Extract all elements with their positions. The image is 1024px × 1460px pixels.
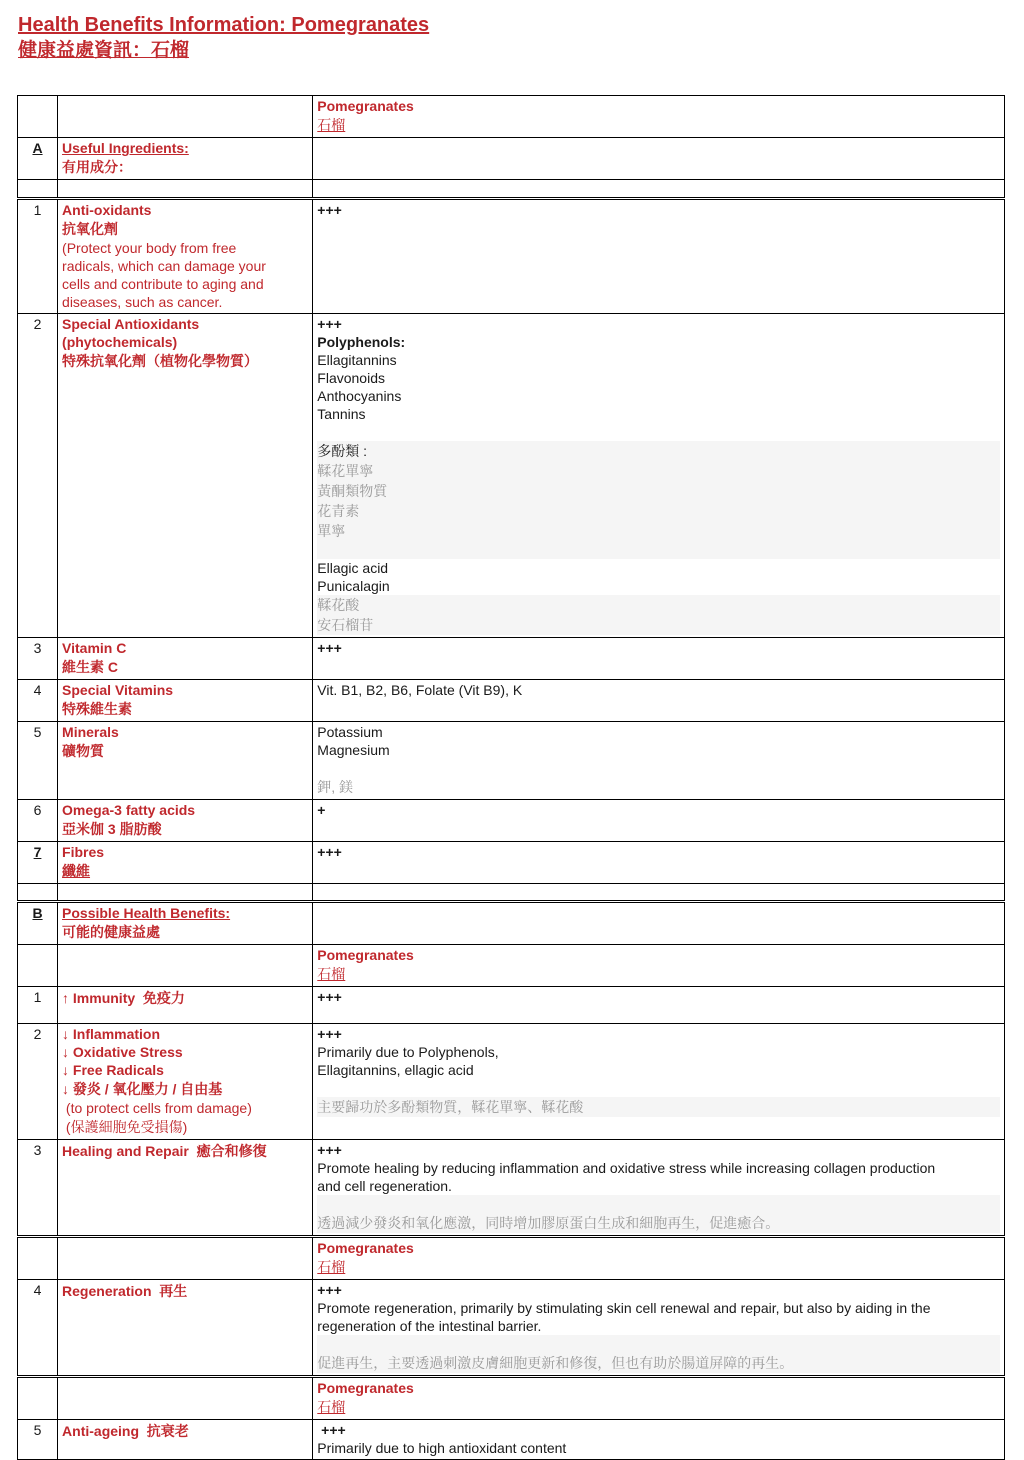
text-line: 礦物質 xyxy=(62,743,105,759)
text-line: +++ xyxy=(317,1282,342,1298)
text-line: Tannins xyxy=(317,406,366,422)
table-cell xyxy=(18,1237,58,1280)
table-cell xyxy=(58,842,313,884)
text-line: 鞣花單寧 xyxy=(317,461,1000,481)
text-line: Healing and Repair 癒合和修復 xyxy=(62,1143,267,1159)
text-line: regeneration of the intestinal barrier. xyxy=(317,1318,542,1334)
table-cell xyxy=(313,884,1005,902)
text-line: 6 xyxy=(33,802,42,818)
row-b4-regeneration xyxy=(18,1280,1005,1377)
row-7-fibres xyxy=(18,842,1005,884)
text-line: 有用成分： xyxy=(62,159,133,175)
row-b2-inflammation xyxy=(18,1024,1005,1140)
text-line: Pomegranates xyxy=(317,1380,414,1396)
table-cell xyxy=(18,987,58,1024)
text-line: 石榴 xyxy=(317,1399,346,1415)
text-line: Pomegranates xyxy=(317,98,414,114)
text-line: Vitamin C xyxy=(62,640,127,656)
text-line: +++ xyxy=(317,1026,342,1042)
table-cell xyxy=(313,1237,1005,1280)
table-cell xyxy=(58,1420,313,1460)
text-line: Pomegranates xyxy=(317,947,414,963)
table-cell xyxy=(313,638,1005,680)
text-line: ↓ Free Radicals xyxy=(62,1062,164,1078)
text-line: 3 xyxy=(33,640,42,656)
text-line: 1 xyxy=(33,989,42,1005)
text-line: Special Vitamins xyxy=(62,682,174,698)
text-line: 黃酮類物質 xyxy=(317,481,1000,501)
table-cell xyxy=(18,884,58,902)
text-line: 多酚類 : xyxy=(317,441,1000,461)
text-line: 促進再生，主要透過刺激皮膚細胞更新和修復，但也有助於腸道屏障的再生。 xyxy=(317,1353,1000,1373)
text-line: 特殊維生素 xyxy=(62,701,133,717)
text-line: ↑ Immunity 免疫力 xyxy=(62,990,185,1006)
text-line: + xyxy=(317,802,326,818)
text-line: Fibres xyxy=(62,844,105,860)
text-line: +++ xyxy=(317,1422,346,1438)
text-line xyxy=(317,1195,1000,1213)
text-line: 花青素 xyxy=(317,501,1000,521)
table-cell xyxy=(58,1377,313,1420)
text-line: +++ xyxy=(317,202,342,218)
table-cell xyxy=(18,314,58,638)
table-cell xyxy=(18,722,58,800)
text-line: Omega-3 fatty acids xyxy=(62,802,196,818)
row-4-special-vitamins xyxy=(18,680,1005,722)
table-cell xyxy=(18,1140,58,1237)
text-line: 4 xyxy=(33,682,42,698)
text-line: Minerals xyxy=(62,724,119,740)
text-line: Potassium xyxy=(317,724,383,740)
page-title: Health Benefits Information: Pomegranates xyxy=(18,14,430,36)
text-line: radicals, which can damage your xyxy=(62,258,266,274)
row-2-special-antioxidants xyxy=(18,314,1005,638)
text-line: 5 xyxy=(33,724,42,740)
text-line: Primarily due to high antioxidant content xyxy=(317,1440,567,1456)
table-cell xyxy=(18,1280,58,1377)
row-3-vitamin-c xyxy=(18,638,1005,680)
text-line: Anti-ageing 抗衰老 xyxy=(62,1423,189,1439)
text-line xyxy=(317,1079,1000,1097)
text-line: 維生素 C xyxy=(62,659,119,675)
text-line: Polyphenols: xyxy=(317,334,406,350)
text-line: 7 xyxy=(33,844,42,860)
table-cell xyxy=(18,902,58,945)
text-line: (保護細胞免受損傷) xyxy=(62,1119,188,1135)
text-line: diseases, such as cancer. xyxy=(62,294,223,310)
text-line: cells and contribute to aging and xyxy=(62,276,264,292)
text-line: ↓ Inflammation xyxy=(62,1026,161,1042)
text-line: 2 xyxy=(33,1026,42,1042)
table-cell xyxy=(58,1237,313,1280)
text-line: +++ xyxy=(317,844,342,860)
text-line: B xyxy=(32,905,43,921)
text-line: 5 xyxy=(33,1422,42,1438)
text-line: +++ xyxy=(317,1142,342,1158)
text-line: 透過減少發炎和氧化應激，同時增加膠原蛋白生成和細胞再生，促進癒合。 xyxy=(317,1213,1000,1233)
text-line: 鉀, 鎂 xyxy=(317,779,354,795)
table-cell xyxy=(18,180,58,199)
text-line: A xyxy=(32,140,43,156)
table-cell xyxy=(18,96,58,138)
row-6-omega3 xyxy=(18,800,1005,842)
table-cell xyxy=(58,638,313,680)
text-line: 石榴 xyxy=(317,117,346,133)
text-line: 纖維 xyxy=(62,863,91,879)
table-cell xyxy=(313,945,1005,987)
table-cell xyxy=(58,902,313,945)
table-cell xyxy=(313,1024,1005,1140)
spacer-row xyxy=(18,180,1005,199)
table-cell xyxy=(313,1140,1005,1237)
text-line: Anthocyanins xyxy=(317,388,402,404)
table-cell xyxy=(313,199,1005,314)
row-b3-healing-and-repair xyxy=(18,1140,1005,1237)
row-1-antioxidants xyxy=(18,199,1005,314)
text-line: (Protect your body from free xyxy=(62,240,237,256)
table-cell xyxy=(18,638,58,680)
text-line: Ellagitannins, ellagic acid xyxy=(317,1062,474,1078)
text-line: Promote regeneration, primarily by stimulating skin cell renewal and repair, but also by aiding in the xyxy=(317,1300,931,1316)
table-cell xyxy=(313,842,1005,884)
text-line: 2 xyxy=(33,316,42,332)
table-cell xyxy=(313,987,1005,1024)
text-line: 鞣花酸 xyxy=(317,595,1000,615)
text-line: Special Antioxidants xyxy=(62,316,200,332)
text-line: 石榴 xyxy=(317,966,346,982)
text-line: +++ xyxy=(317,640,342,656)
spacer-row xyxy=(18,884,1005,902)
text-line: Flavonoids xyxy=(317,370,385,386)
text-line: 安石榴苷 xyxy=(317,615,1000,635)
table-cell xyxy=(58,800,313,842)
subheader-row-pomegranates xyxy=(18,945,1005,987)
table-cell xyxy=(313,1420,1005,1460)
row-b5-anti-ageing xyxy=(18,1420,1005,1460)
table-cell xyxy=(18,1420,58,1460)
text-line: 3 xyxy=(33,1142,42,1158)
text-line: Magnesium xyxy=(317,742,390,758)
table-cell xyxy=(18,199,58,314)
text-line: 1 xyxy=(33,202,42,218)
table-cell xyxy=(313,1280,1005,1377)
text-line: +++ xyxy=(317,989,342,1005)
text-line: (phytochemicals) xyxy=(62,334,178,350)
table-cell xyxy=(58,680,313,722)
table-cell xyxy=(18,680,58,722)
table-cell xyxy=(58,199,313,314)
table-cell xyxy=(58,987,313,1024)
text-line: +++ xyxy=(317,316,342,332)
text-line: Pomegranates xyxy=(317,1240,414,1256)
text-line: Ellagitannins xyxy=(317,352,397,368)
text-line: 主要歸功於多酚類物質，鞣花單寧、鞣花酸 xyxy=(317,1097,1000,1117)
table-cell xyxy=(18,800,58,842)
table-cell xyxy=(313,680,1005,722)
table-cell xyxy=(58,180,313,199)
row-5-minerals xyxy=(18,722,1005,800)
text-line xyxy=(317,1335,1000,1353)
table-cell xyxy=(313,1377,1005,1420)
subheader-row-pomegranates xyxy=(18,1237,1005,1280)
text-line: ↓ 發炎 / 氧化壓力 / 自由基 xyxy=(62,1081,223,1097)
table-cell xyxy=(313,96,1005,138)
text-line: ↓ Oxidative Stress xyxy=(62,1044,183,1060)
text-line: and cell regeneration. xyxy=(317,1178,452,1194)
table-body xyxy=(18,96,1005,1460)
table-cell xyxy=(313,722,1005,800)
text-line: 石榴 xyxy=(317,1259,346,1275)
text-line: 4 xyxy=(33,1282,42,1298)
table-cell xyxy=(18,945,58,987)
text-line: Possible Health Benefits: xyxy=(62,905,231,921)
text-line: Vit. B1, B2, B6, Folate (Vit B9), K xyxy=(317,682,523,698)
table-cell xyxy=(313,314,1005,638)
text-line: (to protect cells from damage) xyxy=(62,1100,252,1116)
table-cell xyxy=(18,1024,58,1140)
table-cell xyxy=(58,1024,313,1140)
text-line: 可能的健康益處 xyxy=(62,924,161,940)
header-row-pomegranates xyxy=(18,96,1005,138)
table-cell xyxy=(313,902,1005,945)
text-line: 抗氧化劑 xyxy=(62,221,119,237)
table-cell xyxy=(58,945,313,987)
row-b1-immunity xyxy=(18,987,1005,1024)
text-line: 亞米伽 3 脂肪酸 xyxy=(62,821,162,837)
table-cell xyxy=(18,138,58,180)
table-cell xyxy=(18,842,58,884)
table-cell xyxy=(313,800,1005,842)
text-line xyxy=(317,541,1000,559)
benefits-table xyxy=(17,95,1005,1460)
text-line: Punicalagin xyxy=(317,578,390,594)
subheader-row-pomegranates xyxy=(18,1377,1005,1420)
text-line: 特殊抗氧化劑（植物化學物質） xyxy=(62,353,259,369)
text-line: Regeneration 再生 xyxy=(62,1283,188,1299)
table-cell xyxy=(58,884,313,902)
row-A-useful-ingredients xyxy=(18,138,1005,180)
text-line: 單寧 xyxy=(317,521,1000,541)
row-B-possible-health-benefits xyxy=(18,902,1005,945)
table-cell xyxy=(313,138,1005,180)
table-cell xyxy=(58,138,313,180)
table-cell xyxy=(58,1140,313,1237)
text-line: Primarily due to Polyphenols, xyxy=(317,1044,499,1060)
table-cell xyxy=(313,180,1005,199)
text-line: Anti-oxidants xyxy=(62,202,152,218)
text-line: Promote healing by reducing inflammation and oxidative stress while increasing collagen production xyxy=(317,1160,936,1176)
text-line xyxy=(317,423,1000,441)
text-line xyxy=(317,759,1000,777)
table-cell xyxy=(18,1377,58,1420)
page-subtitle: 健康益處資訊：石榴 xyxy=(18,40,190,61)
table-cell xyxy=(58,1280,313,1377)
table-cell xyxy=(58,314,313,638)
text-line: Ellagic acid xyxy=(317,560,389,576)
text-line: Useful Ingredients: xyxy=(62,140,189,156)
table-cell xyxy=(58,96,313,138)
table-cell xyxy=(58,722,313,800)
